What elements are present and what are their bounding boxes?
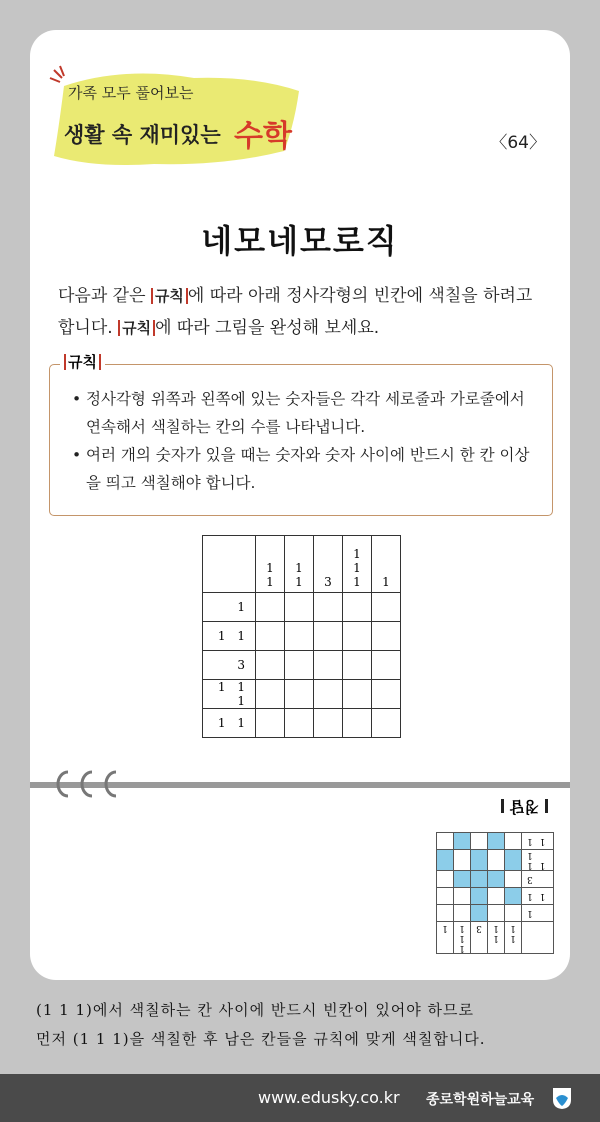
puzzle-cell[interactable]: [343, 680, 372, 709]
answer-cell: [488, 833, 505, 850]
answer-cell: [505, 850, 522, 871]
answer-cell: [454, 850, 471, 871]
page-title: 네모네모로직: [201, 222, 399, 260]
answer-row-hint: 1 1: [522, 888, 554, 905]
banner-logo: [44, 56, 304, 176]
puzzle-cell[interactable]: [372, 622, 401, 651]
puzzle-cell[interactable]: [285, 680, 314, 709]
answer-grid: [436, 832, 554, 954]
puzzle-col-hint: 1 1: [285, 536, 314, 593]
answer-col-hint: 1 1: [505, 922, 522, 954]
answer-cell: [505, 905, 522, 922]
banner-highlight: 수학: [234, 119, 292, 154]
puzzle-row-hint: 1 1 1: [203, 680, 256, 709]
puzzle-cell[interactable]: [314, 593, 343, 622]
answer-label-text: 정답: [510, 798, 539, 816]
rule-tag: 규칙: [151, 288, 188, 304]
puzzle-cell[interactable]: [314, 651, 343, 680]
puzzle-cell[interactable]: [314, 680, 343, 709]
answer-corner: [522, 922, 554, 954]
intro-part1: 다음과 같은: [58, 286, 151, 306]
answer-cell: [488, 905, 505, 922]
puzzle-cell[interactable]: [256, 680, 285, 709]
rules-title: [60, 354, 105, 371]
answer-cell: [488, 871, 505, 888]
puzzle-cell[interactable]: [256, 622, 285, 651]
answer-row-hint: 1 1 1: [522, 850, 554, 871]
answer-cell: [454, 833, 471, 850]
puzzle-row-hint: 3: [203, 651, 256, 680]
answer-cell: [471, 871, 488, 888]
answer-cell: [471, 905, 488, 922]
puzzle-cell[interactable]: [343, 651, 372, 680]
puzzle-col-hint: 3: [314, 536, 343, 593]
answer-cell: [454, 888, 471, 905]
answer-cell: [471, 833, 488, 850]
answer-label: [424, 797, 554, 818]
explanation-line1: (1 1 1)에서 색칠하는 칸 사이에 반드시 빈칸이 있어야 하므로: [36, 1001, 475, 1019]
binder-rings-icon: [54, 764, 144, 804]
site-url-link[interactable]: www.edusky.co.kr: [258, 1088, 400, 1107]
puzzle-cell[interactable]: [372, 680, 401, 709]
answer-cell: [437, 850, 454, 871]
rules-box: [49, 353, 553, 516]
rule-item: • 여러 개의 숫자가 있을 때는 숫자와 숫자 사이에 반드시 한 칸 이상을 띄고 색칠해야 합니다.: [72, 441, 542, 497]
puzzle-grid: [202, 535, 401, 738]
puzzle-cell[interactable]: [314, 709, 343, 738]
puzzle-cell[interactable]: [285, 709, 314, 738]
answer-cell: [488, 850, 505, 871]
puzzle-cell[interactable]: [343, 709, 372, 738]
issue-number: 〈64〉: [490, 133, 546, 153]
answer-cell: [505, 888, 522, 905]
org-logo-icon: [551, 1086, 573, 1110]
puzzle-cell[interactable]: [285, 593, 314, 622]
org-name: 종로학원하늘교육: [426, 1092, 535, 1108]
answer-section: [424, 798, 554, 954]
answer-cell: [437, 833, 454, 850]
spark-icon: [50, 66, 64, 82]
answer-cell: [437, 888, 454, 905]
puzzle-cell[interactable]: [256, 593, 285, 622]
intro-part2: 에 따라 아래 정사각형의 빈칸에 색칠을 하려고 합니다.: [58, 286, 533, 338]
puzzle-cell[interactable]: [372, 709, 401, 738]
answer-cell: [471, 850, 488, 871]
intro-text: [58, 280, 548, 344]
rules-list: [72, 385, 542, 497]
puzzle-cell[interactable]: [343, 593, 372, 622]
puzzle-row-hint: 1: [203, 593, 256, 622]
puzzle-col-hint: 1 1: [256, 536, 285, 593]
answer-row-hint: 1: [522, 905, 554, 922]
answer-col-hint: 1 1: [488, 922, 505, 954]
puzzle-cell[interactable]: [372, 593, 401, 622]
rule-tag-2: 규칙: [118, 320, 155, 336]
answer-cell: [454, 905, 471, 922]
puzzle-cell[interactable]: [256, 709, 285, 738]
puzzle-cell[interactable]: [314, 622, 343, 651]
answer-row-hint: 3: [522, 871, 554, 888]
intro-part3: 에 따라 그림을 완성해 보세요.: [155, 318, 380, 338]
puzzle-cell[interactable]: [256, 651, 285, 680]
explanation: [36, 996, 576, 1054]
answer-col-hint: 1: [437, 922, 454, 954]
answer-cell: [505, 833, 522, 850]
answer-cell: [488, 888, 505, 905]
puzzle-row-hint: 1 1: [203, 709, 256, 738]
puzzle-col-hint: 1 1 1: [343, 536, 372, 593]
answer-cell: [505, 871, 522, 888]
rules-title-tag: 규칙: [64, 354, 101, 370]
answer-col-hint: 1 1 1: [454, 922, 471, 954]
answer-cell: [471, 888, 488, 905]
answer-row-hint: 1 1: [522, 833, 554, 850]
content-card: [30, 30, 570, 980]
footer-bar: [0, 1074, 600, 1122]
puzzle-cell[interactable]: [372, 651, 401, 680]
explanation-line2: 먼저 (1 1 1)을 색칠한 후 남은 칸들을 규칙에 맞게 색칠합니다.: [36, 1030, 486, 1048]
answer-col-hint: 3: [471, 922, 488, 954]
puzzle-corner: [203, 536, 256, 593]
puzzle-cell[interactable]: [343, 622, 372, 651]
rule-item: • 정사각형 위쪽과 왼쪽에 있는 숫자들은 각각 세로줄과 가로줄에서 연속해서 색칠하는 칸의 수를 나타냅니다.: [72, 385, 542, 441]
puzzle-col-hint: 1: [372, 536, 401, 593]
answer-cell: [437, 905, 454, 922]
puzzle-row-hint: 1 1: [203, 622, 256, 651]
banner-line1: 가족 모두 풀어보는: [68, 84, 194, 102]
answer-cell: [454, 871, 471, 888]
answer-cell: [437, 871, 454, 888]
puzzle-cell[interactable]: [285, 651, 314, 680]
banner-line2: 생활 속 재미있는: [64, 123, 221, 147]
puzzle-cell[interactable]: [285, 622, 314, 651]
